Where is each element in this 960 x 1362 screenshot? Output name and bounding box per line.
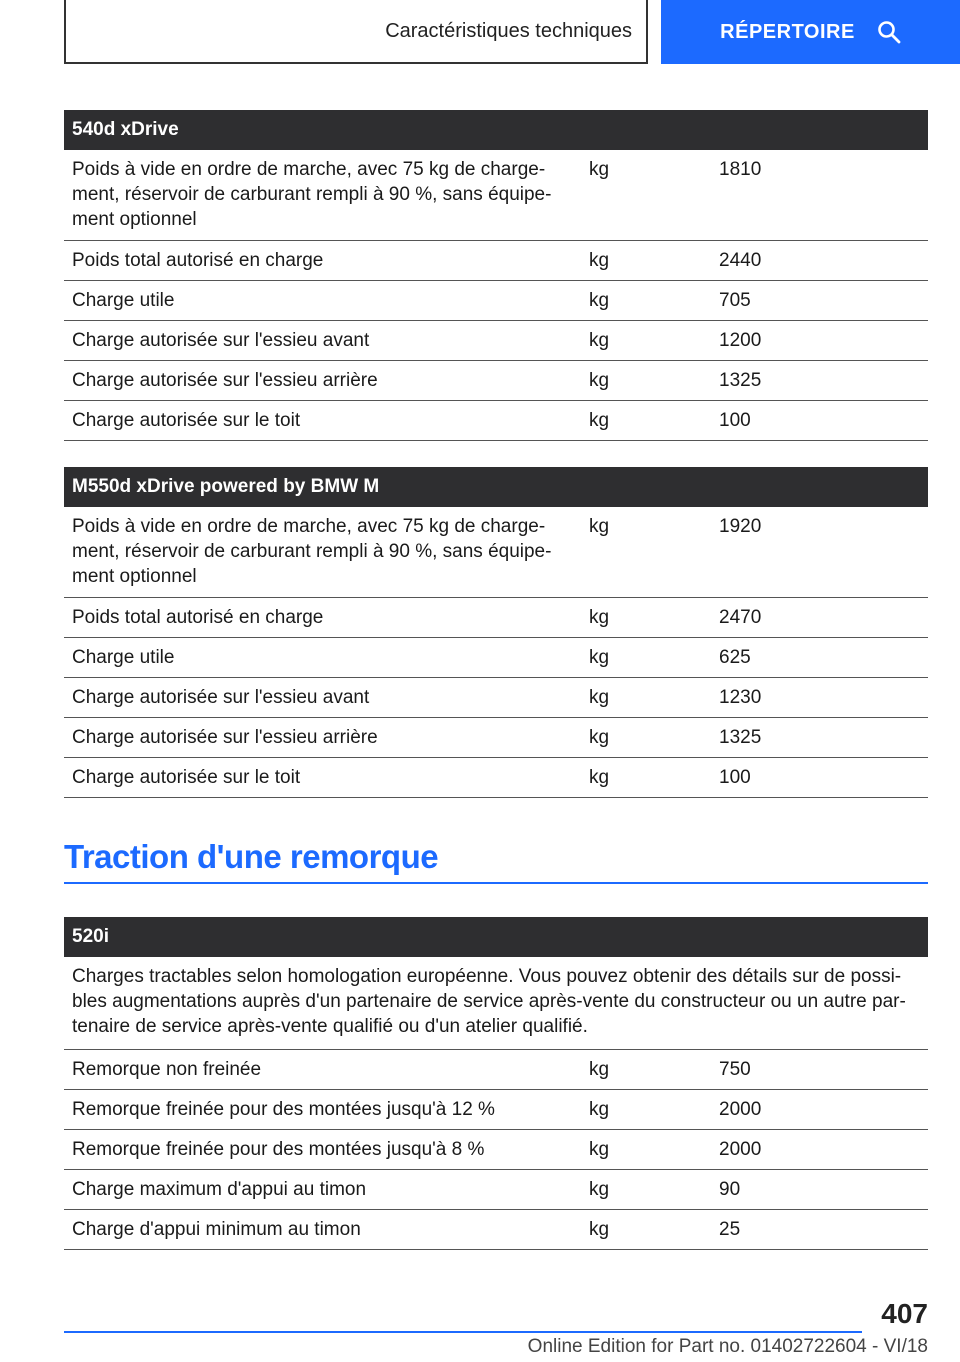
header-title-text: Caractéristiques techniques	[385, 19, 632, 42]
row-value: 1810	[719, 159, 762, 180]
row-value: 705	[719, 290, 751, 311]
row-label: Charge autorisée sur le toit	[72, 767, 301, 788]
row-unit: kg	[589, 1179, 610, 1200]
section-heading-text: Traction d'une remorque	[64, 838, 439, 875]
row-label: Charge autorisée sur l'essieu avant	[72, 330, 370, 351]
table-header: M550d xDrive powered by BMW M	[64, 467, 928, 507]
row-value: 100	[719, 767, 751, 788]
row-unit: kg	[589, 250, 610, 271]
row-unit: kg	[589, 290, 610, 311]
table-row	[64, 150, 928, 241]
index-button-label: RÉPERTOIRE	[720, 20, 855, 43]
row-value: 625	[719, 647, 751, 668]
row-unit: kg	[589, 687, 610, 708]
row-value: 1200	[719, 330, 762, 351]
table-row	[64, 1130, 928, 1170]
row-label: Remorque freinée pour des montées jusqu'à 12 %	[72, 1099, 495, 1120]
row-unit: kg	[589, 410, 610, 431]
table-row	[64, 401, 928, 441]
row-unit: kg	[589, 607, 610, 628]
row-label: Remorque freinée pour des montées jusqu'à 8 %	[72, 1139, 485, 1160]
table-row	[64, 718, 928, 758]
row-unit: kg	[589, 767, 610, 788]
row-unit: kg	[589, 159, 610, 180]
footer-divider	[64, 1331, 862, 1333]
row-label: Remorque non freinée	[72, 1059, 262, 1080]
search-icon[interactable]	[877, 20, 901, 44]
page-number: 407	[881, 1298, 928, 1329]
table-row	[64, 1050, 928, 1090]
row-value: 750	[719, 1059, 751, 1080]
table-row	[64, 241, 928, 281]
table-row	[64, 598, 928, 638]
table-row	[64, 507, 928, 598]
table-row	[64, 321, 928, 361]
row-label: Charge d'appui minimum au timon	[72, 1219, 361, 1240]
row-label: Charge autorisée sur l'essieu avant	[72, 687, 370, 708]
row-label: Charge utile	[72, 290, 175, 311]
spec-table-540d	[64, 110, 928, 441]
row-unit: kg	[589, 1059, 610, 1080]
row-value: 2000	[719, 1099, 762, 1120]
row-label: Poids à vide en ordre de marche, avec 75 kg de charge- ment, réservoir de carburant rempli à 90 %, sans équipe- ment optionnel	[72, 159, 552, 230]
row-label: Charge autorisée sur l'essieu arrière	[72, 370, 378, 391]
row-label: Charge utile	[72, 647, 175, 668]
table-note-row	[64, 957, 928, 1050]
footer-edition: Online Edition for Part no. 01402722604 - VI/18	[527, 1336, 928, 1357]
row-unit: kg	[589, 516, 610, 537]
row-value: 1920	[719, 516, 762, 537]
row-label: Poids à vide en ordre de marche, avec 75 kg de charge- ment, réservoir de carburant rempli à 90 %, sans équipe- ment optionnel	[72, 516, 552, 587]
towing-table-520i	[64, 917, 928, 1250]
row-unit: kg	[589, 727, 610, 748]
row-value: 2000	[719, 1139, 762, 1160]
row-value: 2440	[719, 250, 762, 271]
towing-note: Charges tractables selon homologation européenne. Vous pouvez obtenir des détails sur de possi- bles augmentations auprès d'un partenaire de service après-vente du constructeur ou un autre par- tenaire de service après-vente qualifié ou d'un atelier qualifié.	[72, 966, 906, 1037]
row-value: 2470	[719, 607, 762, 628]
row-unit: kg	[589, 647, 610, 668]
row-label: Charge autorisée sur l'essieu arrière	[72, 727, 378, 748]
row-value: 1325	[719, 727, 762, 748]
row-unit: kg	[589, 370, 610, 391]
row-label: Poids total autorisé en charge	[72, 250, 324, 271]
section-heading-towing	[64, 838, 928, 884]
table-header: 520i	[64, 917, 928, 957]
row-unit: kg	[589, 1099, 610, 1120]
table-row	[64, 361, 928, 401]
row-label: Charge autorisée sur le toit	[72, 410, 301, 431]
row-value: 25	[719, 1219, 741, 1240]
row-unit: kg	[589, 1219, 610, 1240]
table-row	[64, 638, 928, 678]
index-button[interactable]	[661, 0, 960, 64]
header-title	[64, 0, 648, 64]
row-label: Charge maximum d'appui au timon	[72, 1179, 367, 1200]
row-value: 1325	[719, 370, 762, 391]
table-row	[64, 1210, 928, 1250]
row-label: Poids total autorisé en charge	[72, 607, 324, 628]
row-unit: kg	[589, 330, 610, 351]
row-value: 90	[719, 1179, 741, 1200]
table-header: 540d xDrive	[64, 110, 928, 150]
row-value: 100	[719, 410, 751, 431]
spec-table-m550d	[64, 467, 928, 798]
table-row	[64, 281, 928, 321]
row-unit: kg	[589, 1139, 610, 1160]
table-row	[64, 758, 928, 798]
table-row	[64, 678, 928, 718]
table-row	[64, 1170, 928, 1210]
row-value: 1230	[719, 687, 762, 708]
table-row	[64, 1090, 928, 1130]
